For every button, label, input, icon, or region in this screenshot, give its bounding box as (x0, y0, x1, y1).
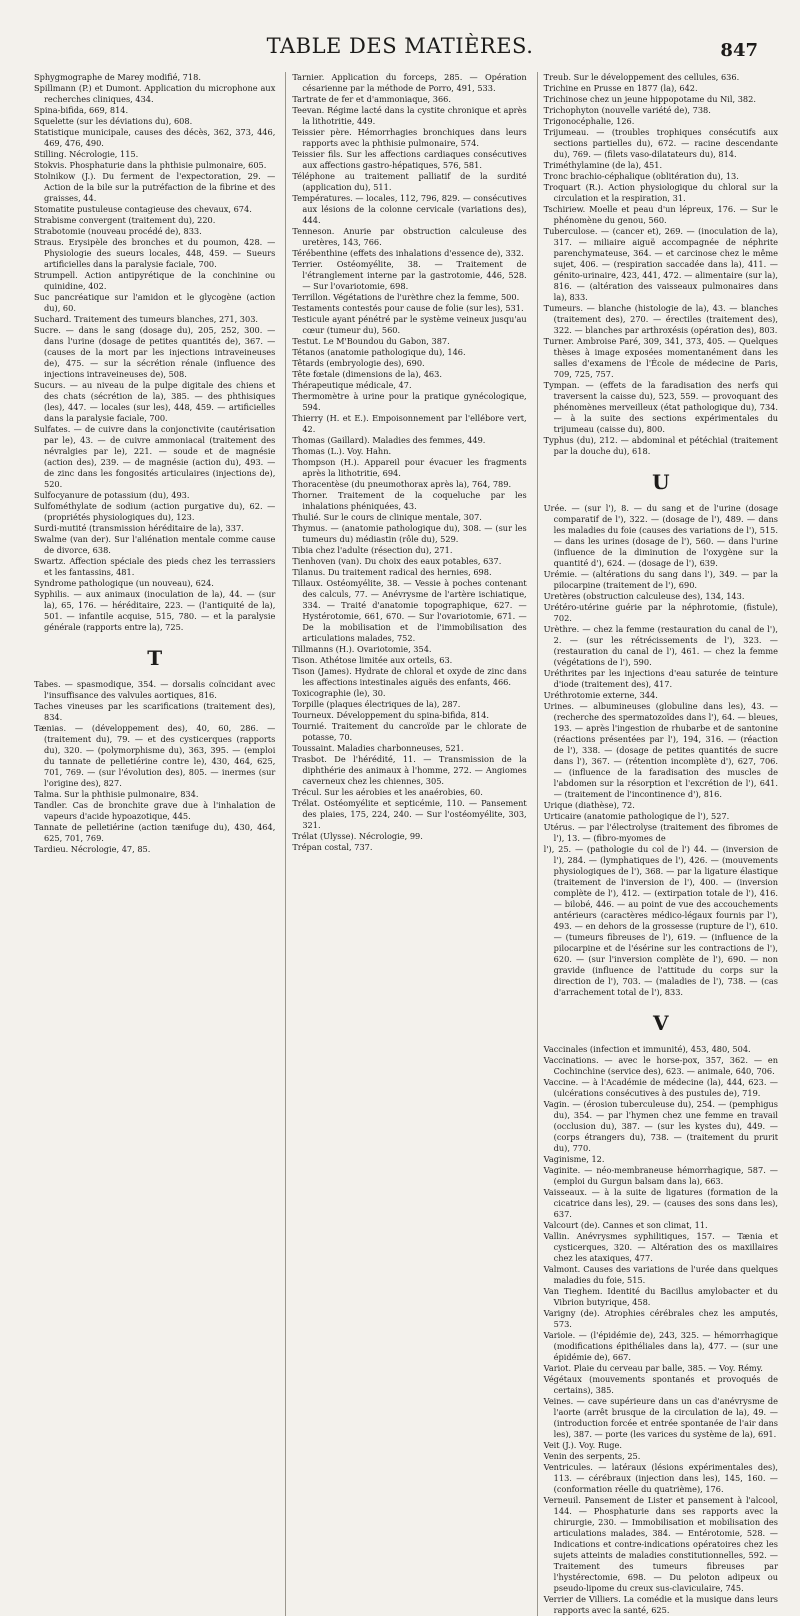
index-entry: Têtards (embryologie des), 690. (292, 358, 425, 368)
index-entry: Vaccine. — à l'Académie de médecine (la), 444, 623. — (ulcérations consécutives à des pustules de), 719. (543, 1077, 778, 1098)
index-entry: Tison (James). Hydrate de chloral et oxyde de zinc dans les affections intestinales aiguës des enfants, 466. (292, 666, 527, 687)
section-letter: V (653, 1011, 669, 1035)
index-entry: Testaments contestés pour cause de folie (sur les), 531. (292, 303, 524, 313)
index-entry: Sucre. — dans le sang (dosage du), 205, 252, 300. — dans l'urine (dosage de petites quantités de), 367. — (causes de la mort par les injections intraveineuses de), 475. — sur la sécrétion rénale (influence des injections intraveineuses de), 508. (34, 325, 276, 379)
index-entry: Treub. Sur le développement des cellules, 636. (543, 72, 740, 82)
index-entry: Stolnikow (J.). Du ferment de l'expectoration, 29. — Action de la bile sur la putréfaction de la fibrine et des graisses, 44. (34, 171, 276, 203)
index-entry: Trigonocéphalie, 126. (543, 116, 635, 126)
index-entry: Trichinose chez un jeune hippopotame du Nil, 382. (543, 94, 756, 104)
index-entry: Strabotomie (nouveau procédé de), 833. (34, 226, 202, 236)
index-entry: Urémie. — (altérations du sang dans l'), 349. — par la pilocarpine (traitement de l'), 690. (543, 569, 778, 590)
index-entry: Thompson (H.). Appareil pour évacuer les fragments après la lithotritie, 694. (292, 457, 527, 478)
index-entry: Végétaux (mouvements spontanés et provoqués de certains), 385. (543, 1374, 778, 1395)
index-entry: Tardieu. Nécrologie, 47, 85. (34, 844, 151, 854)
index-entry: Tillaux. Ostéomyélite, 38. — Vessie à poches contenant des calculs, 77. — Anévrysme de l'artère ischiatique, 334. — Traité d'anatomie topographique, 627. — Hystérotomie, 661, 670. — Sur l'ovariotomie, 671. — De la mobilisation et de l'immobilisation des articulations malades, 752. (292, 578, 527, 643)
index-entry: Utérus. — par l'électrolyse (traitement des fibromes de l'), 13. — (fibro-myomes de (543, 822, 778, 843)
index-entry: Sulfocyanure de potassium (du), 493. (34, 490, 190, 500)
index-entry: Verneuil. Pansement de Lister et pansement à l'alcool, 144. — Phosphaturie dans ses rapports avec la chirurgie, 230. — Immobilisation et mobilisation des articulations malades, 384. — Entérotomie, 528. — Indications et contre-indications opératoires chez les sujets atteints de maladies constitutionnelles, 592. — Traitement des tumeurs fibreuses par l'hystérectomie, 698. — Du peloton adipeux ou pseudo-lipome du creux sus-claviculaire, 745. (543, 1495, 778, 1593)
index-columns (34, 72, 778, 1615)
index-entry: Toussaint. Maladies charbonneuses, 521. (292, 743, 464, 753)
index-column-3 (537, 72, 778, 1616)
index-entry: Thymus. — (anatomie pathologique du), 308. — (sur les tumeurs du) médiastin (rôle du), 529. (292, 523, 527, 544)
index-entry: Urèthre. — chez la femme (restauration du canal de l'), 2. — (sur les rétrécissements de l'), 323. — (restauration du canal de l'), 461. — chez la femme (végétations de l'), 590. (543, 624, 778, 667)
index-entry: Taches vineuses par les scarifications (traitement des), 834. (34, 701, 276, 722)
index-entry: Thomas (Gaillard). Maladies des femmes, 449. (292, 435, 486, 445)
index-column-2 (285, 72, 526, 1616)
index-entry: Tarnier. Application du forceps, 285. — Opération césarienne par la méthode de Porro, 491, 533. (292, 72, 527, 93)
index-entry: Teissier père. Hémorrhagies bronchiques dans leurs rapports avec la phthisie pulmonaire, 574. (292, 127, 527, 148)
index-entry: Uréthrites par les injections d'eau saturée de teinture d'iode (traitement des), 417. (543, 668, 778, 689)
index-entry: Syphilis. — aux animaux (inoculation de la), 44. — (sur la), 65, 176. — héréditaire, 223. — (l'antiquité de la), 501. — infantile acquise, 515, 780. — et la paralysie générale (rapports entre la), 725. (34, 589, 276, 632)
index-entry: Tannate de pelletiérine (action tænifuge du), 430, 464, 625, 701, 769. (34, 822, 276, 843)
index-entry: Thomas (L.). Voy. Hahn. (292, 446, 392, 456)
index-entry: Urique (diathèse), 72. (543, 800, 635, 810)
index-entry: Swartz. Affection spéciale des pieds chez les terrassiers et les fantassins, 481. (34, 556, 276, 577)
index-entry: Vaginisme, 12. (543, 1154, 605, 1164)
index-entry: Stilling. Nécrologie, 115. (34, 149, 139, 159)
index-entry: Syndrome pathologique (un nouveau), 624. (34, 578, 214, 588)
index-entry: Vaccinales (infection et immunité), 453, 480, 504. (543, 1044, 751, 1054)
index-entry: Trichine en Prusse en 1877 (la), 642. (543, 83, 698, 93)
index-entry: Thoracentèse (du pneumothorax après la), 764, 789. (292, 479, 512, 489)
index-entry: Tibia chez l'adulte (résection du), 271. (292, 545, 453, 555)
index-entry: Tourneux. Développement du spina-bifida, 814. (292, 710, 489, 720)
index-entry: Téléphone au traitement palliatif de la surdité (application du), 511. (292, 171, 527, 192)
index-entry: Urée. — (sur l'), 8. — du sang et de l'urine (dosage comparatif de l'), 322. — (dosage de l'), 489. — dans les maladies du foie (causes des variations de l'), 515. — dans les urines (dosage de l'), 560. — dans l'urine (influence de la diminution de l'oxygène sur la quantité d'), 624. — (dosage de l'), 639. (543, 503, 778, 568)
index-entry: Tête fœtale (dimensions de la), 463. (292, 369, 442, 379)
index-entry: Swalme (van der). Sur l'aliénation mentale comme cause de divorce, 638. (34, 534, 276, 555)
index-entry: Troquart (R.). Action physiologique du chloral sur la circulation et la respiration, 31. (543, 182, 778, 203)
index-entry: Vaisseaux. — à la suite de ligatures (formation de la cicatrice dans les), 29. — (causes des sons dans les), 637. (543, 1187, 778, 1219)
index-entry: Surdi-mutité (transmission héréditaire de la), 337. (34, 523, 244, 533)
index-entry: Thérapeutique médicale, 47. (292, 380, 412, 390)
index-entry: Tartrate de fer et d'ammoniaque, 366. (292, 94, 451, 104)
index-entry: Sulfates. — de cuivre dans la conjonctivite (cautérisation par le), 43. — de cuivre ammoniacal (traitement des névralgies par le), 221. — soude et de magnésie (action des), 239. — de magnésie (action du), 493. — de zinc dans les fongosités articulaires (injections de), 520. (34, 424, 276, 489)
index-entry: Trasbot. De l'hérédité, 11. — Transmission de la diphthérie des animaux à l'homme, 272. — Angiomes caverneux chez les chiennes, 305. (292, 754, 527, 786)
index-entry: Tillmanns (H.). Ovariotomie, 354. (292, 644, 432, 654)
index-entry: Tronc brachio-céphalique (oblitération du), 13. (543, 171, 739, 181)
index-entry: Turner. Ambroise Paré, 309, 341, 373, 405. — Quelques thèses à image exposées momentanément dans les salles d'examens de l'École de médecine de Paris, 709, 725, 757. (543, 336, 778, 379)
index-entry: Testicule ayant pénétré par le système veineux jusqu'au cœur (tumeur du), 560. (292, 314, 527, 335)
index-entry: Thermomètre à urine pour la pratique gynécologique, 594. (292, 391, 527, 412)
index-entry: Teissier fils. Sur les affections cardiaques consécutives aux affections gastro-hépatiques, 576, 581. (292, 149, 527, 170)
index-entry: Vaginite. — néo-membraneuse hémorrhagique, 587. — (emploi du Gurgun balsam dans la), 663. (543, 1165, 778, 1186)
index-entry: Triméthylamine (de la), 451. (543, 160, 663, 170)
index-entry: Thulié. Sur le cours de clinique mentale, 307. (292, 512, 482, 522)
index-entry: Vaccinations. — avec le horse-pox, 357, 362. — en Cochinchine (service des), 623. — animale, 640, 706. (543, 1055, 778, 1076)
running-title: TABLE DES MATIÈRES. (266, 34, 534, 58)
index-entry: Sphygmographe de Marey modifié, 718. (34, 72, 201, 82)
index-entry: Valcourt (de). Cannes et son climat, 11. (543, 1220, 708, 1230)
index-entry: Trépan costal, 737. (292, 842, 373, 852)
index-entry: Statistique municipale, causes des décès, 362, 373, 446, 469, 476, 490. (34, 127, 276, 148)
section-letter: U (652, 470, 670, 494)
index-entry: Stokvis. Phosphaturie dans la phthisie pulmonaire, 605. (34, 160, 267, 170)
index-entry: Veit (J.). Voy. Ruge. (543, 1440, 622, 1450)
index-entry: Varigny (de). Atrophies cérébrales chez les amputés, 573. (543, 1308, 778, 1329)
index-entry: Talma. Sur la phthisie pulmonaire, 834. (34, 789, 199, 799)
index-entry: Vagin. — (érosion tuberculeuse du), 254. — (pemphigus du), 354. — par l'hymen chez une femme en travail (occlusion du), 387. — (sur les kystes du), 449. — (corps étrangers du), 738. — (traitement du prurit du), 770. (543, 1099, 778, 1153)
index-entry: Tabes. — spasmodique, 354. — dorsalis coïncidant avec l'insuffisance des valvules aortiques, 816. (34, 679, 276, 700)
index-entry: Tison. Athétose limitée aux orteils, 63. (292, 655, 453, 665)
index-entry: Urticaire (anatomie pathologique de l'), 527. (543, 811, 730, 821)
index-entry: Testut. Le M'Boundou du Gabon, 387. (292, 336, 450, 346)
index-entry: Van Tieghem. Identité du Bacillus amylobacter et du Vibrion butyrique, 458. (543, 1286, 778, 1307)
index-entry: Strabisme convergent (traitement du), 220. (34, 215, 216, 225)
index-entry: Trécul. Sur les aérobies et les anaérobies, 60. (292, 787, 483, 797)
index-entry: Térébenthine (effets des inhalations d'essence de), 332. (292, 248, 524, 258)
index-entry: Suc pancréatique sur l'amidon et le glycogène (action du), 60. (34, 292, 276, 313)
index-entry: Tournié. Traitement du cancroïde par le chlorate de potasse, 70. (292, 721, 527, 742)
index-entry: Trélat (Ulysse). Nécrologie, 99. (292, 831, 423, 841)
index-entry: Valmont. Causes des variations de l'urée dans quelques maladies du foie, 515. (543, 1264, 778, 1285)
index-entry: Terrillon. Végétations de l'urèthre chez la femme, 500. (292, 292, 520, 302)
index-entry: Températures. — locales, 112, 796, 829. — consécutives aux lésions de la colonne cervicale (variations des), 444. (292, 193, 527, 225)
index-entry: Straus. Erysipèle des bronches et du poumon, 428. — Physiologie des sueurs locales, 448, 459. — Sueurs artificielles dans la paralysie faciale, 700. (34, 237, 276, 269)
index-entry: Tænias. — (développement des), 40, 60, 286. — (traitement du), 79. — et des cysticerques (rapports du), 320. — (polymorphisme du), 363, 395. — (emploi du tannate de pelletiérine contre le), 430, 464, 625, 701, 769. — (sur l'évolution des), 805. — inermes (sur l'origine des), 827. (34, 723, 276, 788)
index-entry: Variot. Plaie du cerveau par balle, 385. — Voy. Rémy. (543, 1363, 763, 1373)
index-entry: Sucurs. — au niveau de la pulpe digitale des chiens et des chats (sécrétion de la), 385. — des phthisiques (les), 447. — locales (sur les), 448, 459. — artificielles dans la paralysie faciale, 700. (34, 380, 276, 423)
index-entry: Terrier. Ostéomyélite, 38. — Traitement de l'étranglement interne par la gastrotomie, 446, 528. — Sur l'ovariotomie, 698. (292, 259, 527, 291)
index-entry: Toxicographie (le), 30. (292, 688, 386, 698)
page-number: 847 (720, 40, 758, 61)
index-entry: Uréthrotomie externe, 344. (543, 690, 658, 700)
index-entry: l'), 25. — (pathologie du col de l') 44. — (inversion de l'), 284. — (lymphatiques de l'), 426. — (mouvements physiologiques de l'), 368. — par la ligature élastique (traitement de l'inversion de l'), 400. — (inversion complète de l'), 412. — (extirpation totale de l'), 416. — bilobé, 446. — au point de vue des accouchements antérieurs (caractères médico-légaux fournis par l'), 493. — en dehors de la grossesse (rupture de l'), 610. — (tumeurs fibreuses de l'), 619. — (influence de la pilocarpine et de l'ésérine sur les contractions de l'), 620. — (sur l'inversion complète de l'), 690. — non gravide (influence de l'attitude du corps sur la direction de l'), 703. — (maladies de l'), 738. — (cas d'arrachement total de l'), 833. (543, 844, 778, 997)
index-entry: Urines. — albumineuses (globuline dans les), 43. — (recherche des spermatozoïdes dans l'), 64. — bleues, 193. — après l'ingestion de rhubarbe et de santonine (réactions présentées par l'), 194, 316. — (réaction de l'), 338. — (dosage de petites quantités de sucre dans l'), 367. — (rétention incomplète d'), 627, 706. — (influence de la faradisation des muscles de l'abdomen sur la résorption et l'excrétion de l'), 641. — (traitement de l'incontinence d'), 816. (543, 701, 778, 799)
index-entry: Thorner. Traitement de la coqueluche par les inhalations phéniquées, 43. (292, 490, 527, 511)
index-entry: Typhus (du), 212. — abdominal et pétéchial (traitement par la douche du), 618. (543, 435, 778, 456)
index-entry: Tienhoven (van). Du choix des eaux potables, 637. (292, 556, 502, 566)
index-entry: Trichophyton (nouvelle variété de), 738. (543, 105, 711, 115)
index-entry: Spillmann (P.) et Dumont. Application du microphone aux recherches cliniques, 434. (34, 83, 276, 104)
index-entry: Ventricules. — latéraux (lésions expérimentales des), 113. — cérébraux (injection dans les), 145, 160. — (conformation réelle du quatrième), 176. (543, 1462, 778, 1494)
index-entry: Venin des serpents, 25. (543, 1451, 641, 1461)
index-entry: Tuberculose. — (cancer et), 269. — (inoculation de la), 317. — miliaire aiguë accompagnée de néphrite parenchymateuse, 364. — et carcinose chez le même sujet, 406. — (respiration saccadée dans la), 411. — génito-urinaire, 423, 441, 472. — alimentaire (sur la), 816. — (altération des vaisseaux pulmonaires dans la), 833. (543, 226, 778, 302)
index-entry: Vallin. Anévrysmes syphilitiques, 157. — Tænia et cysticerques, 320. — Altération des os maxillaires chez les ataxiques, 477. (543, 1231, 778, 1263)
index-entry: Trijumeau. — (troubles trophiques consécutifs aux sections partielles du), 672. — racine descendante du), 769. — (filets vaso-dilatateurs du), 814. (543, 127, 778, 159)
index-entry: Tétanos (anatomie pathologique du), 146. (292, 347, 466, 357)
index-entry: Tandler. Cas de bronchite grave due à l'inhalation de vapeurs d'acide hypoazotique, 445. (34, 800, 276, 821)
index-entry: Suchard. Traitement des tumeurs blanches, 271, 303. (34, 314, 259, 324)
section-letter: T (147, 646, 163, 670)
index-entry: Urétéro-utérine guérie par la néphrotomie, (fistule), 702. (543, 602, 778, 623)
index-entry: Thierry (H. et E.). Empoisonnement par l'ellébore vert, 42. (292, 413, 527, 434)
index-entry: Tenneson. Anurie par obstruction calculeuse des uretères, 143, 766. (292, 226, 527, 247)
index-entry: Tilanus. Du traitement radical des hernies, 698. (292, 567, 492, 577)
index-entry: Squelette (sur les déviations du), 608. (34, 116, 193, 126)
index-entry: Sulfométhylate de sodium (action purgative du), 62. — (propriétés physiologiques du), 123. (34, 501, 276, 522)
index-entry: Teevan. Régime lacté dans la cystite chronique et après la lithotritie, 449. (292, 105, 527, 126)
index-column-1 (34, 72, 275, 1616)
index-entry: Tumeurs. — blanche (histologie de la), 43. — blanches (traitement des), 270. — érectiles (traitement des), 322. — blanches par arthroxésis (opération des), 803. (543, 303, 778, 335)
index-entry: Tympan. — (effets de la faradisation des nerfs qui traversent la caisse du), 523, 559. — provoquant des phénomènes merveilleux (état pathologique du), 734. — à la suite des sections expérimentales du trijumeau (caisse du), 800. (543, 380, 778, 434)
index-entry: Verrier de Villiers. La comédie et la musique dans leurs rapports avec la santé, 625. (543, 1594, 778, 1615)
index-entry: Spina-bifida, 669, 814. (34, 105, 129, 115)
index-entry: Stomatite pustuleuse contagieuse des chevaux, 674. (34, 204, 252, 214)
index-entry: Veines. — cave supérieure dans un cas d'anévrysme de l'aorte (arrêt brusque de la circulation de la), 49. — (introduction forcée et entrée spontanée de l'air dans les), 387. — porte (les varices du système de la), 691. (543, 1396, 778, 1439)
index-entry: Uretères (obstruction calculeuse des), 134, 143. (543, 591, 745, 601)
index-entry: Strumpell. Action antipyrétique de la conchinine ou quinidine, 402. (34, 270, 276, 291)
index-entry: Variole. — (l'épidémie de), 243, 325. — hémorrhagique (modifications épithéliales dans la), 477. — (sur une épidémie de), 667. (543, 1330, 778, 1362)
index-entry: Tschiriew. Moelle et peau d'un lépreux, 176. — Sur le phénomène du genou, 560. (543, 204, 778, 225)
index-entry: Torpille (plaques électriques de la), 287. (292, 699, 461, 709)
index-entry: Trélat. Ostéomyélite et septicémie, 110. — Pansement des plaies, 175, 224, 240. — Sur l'ostéomyélite, 303, 321. (292, 798, 527, 830)
